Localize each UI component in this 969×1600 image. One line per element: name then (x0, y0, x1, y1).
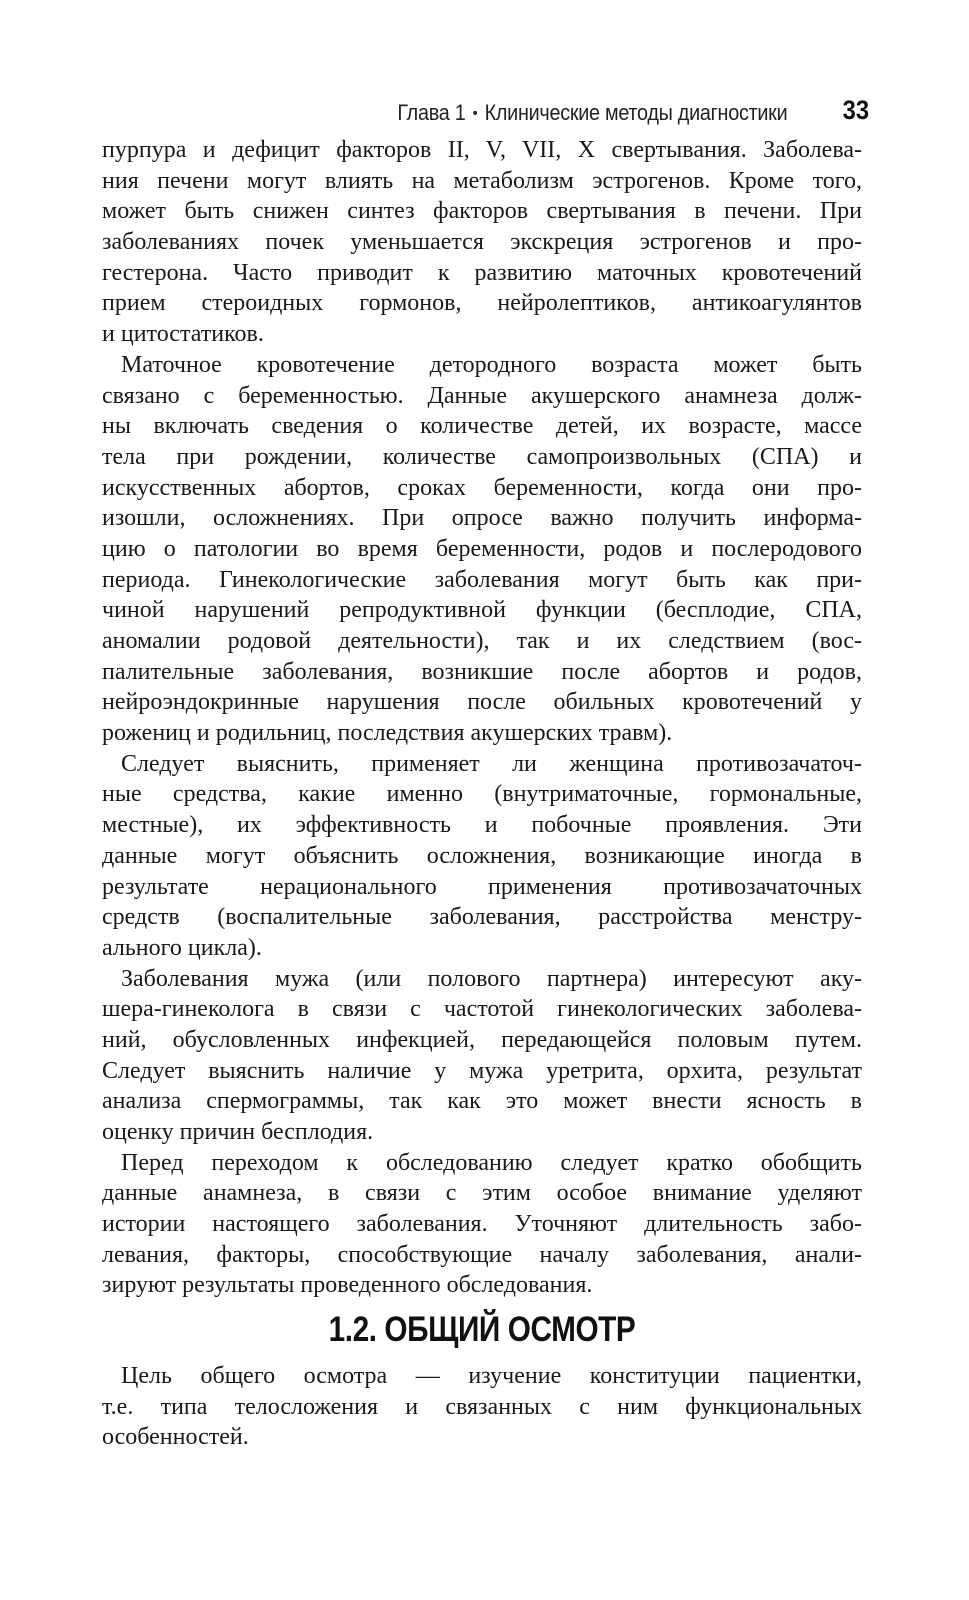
text-line: Заболевания мужа (или полового партнера) интересуют аку- (121, 965, 862, 992)
text-line: левания, факторы, способствующие началу заболевания, анали- (102, 1241, 862, 1268)
text-line: рожениц и родильниц, последствия акушерских травм). (102, 720, 673, 747)
text-line: ны включать сведения о количестве детей, их возрасте, массе (102, 413, 862, 440)
text-line: тела при рождении, количестве самопроизвольных (СПА) и (102, 443, 862, 470)
text-line: шера-гинеколога в связи с частотой гинекологических заболева- (102, 996, 862, 1023)
text-line: изошли, осложнениях. При опросе важно получить информа- (102, 505, 862, 532)
text-line: нейроэндокринные нарушения после обильных кровотечений у (102, 689, 862, 716)
text-line: зируют результаты проведенного обследования. (102, 1272, 593, 1299)
text-line: результате нерационального применения противозачаточных (102, 873, 862, 900)
text-line: Перед переходом к обследованию следует кратко обобщить (121, 1149, 862, 1176)
running-header (102, 92, 869, 132)
text-line: связано с беременностью. Данные акушерского анамнеза долж- (102, 382, 862, 409)
chapter-label: Глава 1 (396, 100, 466, 125)
text-line: Маточное кровотечение детородного возраста может быть (121, 351, 862, 378)
text-line: ний, обусловленных инфекцией, передающейся половым путем. (102, 1026, 862, 1053)
text-line: т.е. типа телосложения и связанных с ним функциональных (102, 1393, 862, 1420)
text-line: может быть снижен синтез факторов свертывания в печени. При (102, 198, 862, 225)
text-line: данные могут объяснить осложнения, возникающие иногда в (102, 842, 862, 869)
text-line: Цель общего осмотра — изучение конституции пациентки, (121, 1363, 862, 1389)
section-text (102, 1361, 862, 1453)
text-line: Следует выяснить наличие у мужа уретрита, орхита, результат (102, 1057, 862, 1084)
text-line: средств (воспалительные заболевания, расстройства менстру- (102, 904, 862, 931)
text-line: палительные заболевания, возникшие после абортов и родов, (102, 658, 862, 685)
body-text (102, 135, 862, 1301)
text-line: цию о патологии во время беременности, родов и послеродового (102, 535, 862, 562)
text-line: гестерона. Часто приводит к развитию маточных кровотечений (102, 259, 862, 286)
text-line: данные анамнеза, в связи с этим особое внимание уделяют (102, 1180, 862, 1207)
page-number: 33 (842, 95, 869, 125)
text-line: заболеваниях почек уменьшается экскреция эстрогенов и про- (102, 229, 862, 256)
text-line: аномалии родовой деятельности), так и их следствием (вос- (102, 628, 862, 654)
text-line: искусственных абортов, сроках беременности, когда они про- (102, 474, 862, 501)
text-line: истории настоящего заболевания. Уточняют длительность забо- (102, 1211, 862, 1238)
text-line: Следует выяснить, применяет ли женщина противозачаточ- (121, 750, 862, 777)
chapter-title: Клинические методы диагностики (484, 100, 787, 125)
text-line: оценку причин бесплодия. (102, 1119, 374, 1145)
text-line: прием стероидных гормонов, нейролептиков, антикоагулянтов (102, 290, 862, 317)
text-line: пурпура и дефицит факторов II, V, VII, X свертывания. Заболева- (102, 137, 862, 163)
bullet-separator: • (472, 105, 478, 122)
text-line: особенностей. (102, 1424, 249, 1451)
running-header-text (397, 100, 787, 126)
text-line: ные средства, какие именно (внутриматочные, гормональные, (102, 781, 862, 808)
section-heading: 1.2. ОБЩИЙ ОСМОТР (328, 1310, 636, 1349)
text-line: чиной нарушений репродуктивной функции (бесплодие, СПА, (102, 597, 862, 624)
text-line: анализа спермограммы, так как это может внести ясность в (102, 1088, 862, 1115)
text-line: местные), их эффективность и побочные проявления. Эти (102, 812, 862, 839)
text-line: и цитостатиков. (102, 321, 264, 348)
text-line: ального цикла). (102, 934, 262, 961)
text-line: периода. Гинекологические заболевания могут быть как при- (102, 566, 862, 593)
text-line: ния печени могут влиять на метаболизм эстрогенов. Кроме того, (102, 167, 862, 194)
